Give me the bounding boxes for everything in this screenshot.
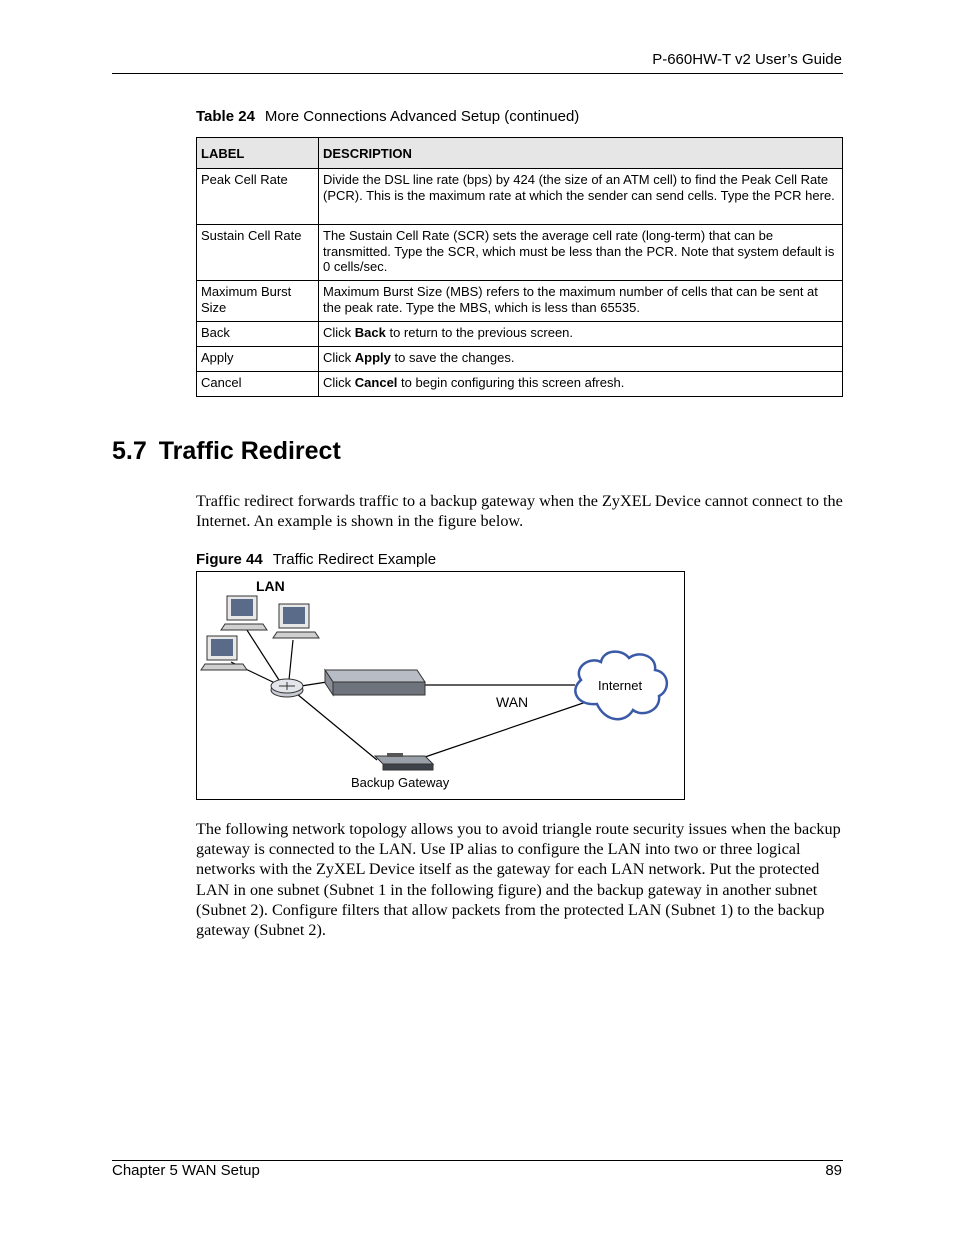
row-label: Peak Cell Rate [197,169,319,225]
table-caption-text: More Connections Advanced Setup (continued) [264,108,580,125]
figure-caption [196,551,436,568]
hub-icon [271,679,303,697]
row-description-text: to begin configuring this screen afresh. [397,375,625,390]
header-rule [112,73,843,74]
row-description [319,169,843,225]
wan-label: WAN [496,694,529,710]
col-header-description: DESCRIPTION [319,138,843,169]
row-label: Maximum Burst Size [197,281,319,322]
section-title: Traffic Redirect [158,437,341,465]
label-description-table [196,137,843,397]
col-header-label: LABEL [197,138,319,169]
backup-gateway-icon [375,753,433,770]
row-description-text: Click [323,375,355,390]
lan-label: LAN [256,578,285,594]
table-row [197,281,843,322]
table-row [197,372,843,397]
row-label: Apply [197,347,319,372]
table-caption [196,108,579,125]
table-row [197,169,843,225]
row-description-text: Click [323,325,355,340]
table-header-row [197,138,843,169]
row-label: Cancel [197,372,319,397]
section-heading [112,437,341,466]
table-caption-label: Table 24 [196,108,255,125]
pc1-hub-line [245,627,279,680]
row-description-text: The Sustain Cell Rate (SCR) sets the average cell rate (long-term) that can be transmitted. Type the SCR, which must be less than the PCR. Note that system default is 0 cells/sec. [323,228,835,274]
section-intro-paragraph: Traffic redirect forwards traffic to a backup gateway when the ZyXEL Device cannot connect to the Internet. An example is shown in the figure below. [196,492,843,531]
footer-rule [112,1160,843,1161]
footer-chapter: Chapter 5 WAN Setup [112,1162,260,1179]
computer-icon [201,636,247,670]
row-description [319,281,843,322]
hub-backup-line [297,694,377,760]
row-description-bold: Back [354,325,386,340]
row-description [319,225,843,281]
row-label: Back [197,322,319,347]
row-description-text: Click [323,350,355,365]
row-description-text: to save the changes. [390,350,515,365]
computer-icon [273,604,319,638]
figure-caption-text: Traffic Redirect Example [272,551,437,568]
zyxel-device-icon [325,670,425,695]
internet-label: Internet [598,678,643,693]
computer-icon [221,596,267,630]
pc2-hub-line [289,640,293,680]
body-paragraph: The following network topology allows you to avoid triangle route security issues when the backup gateway is connected to the LAN. Use IP alias to configure the LAN into two or three logical networks with the ZyXEL Device itself as the gateway for each LAN network. Put the protected LAN in one subnet (Subnet 1 in the following figure) and the backup gateway in another subnet (Subnet 2). Configure filters that allow packets from the protected LAN (Subnet 1) to the backup gateway (Subnet 2). [196,820,841,940]
table-row [197,322,843,347]
row-description-text: Maximum Burst Size (MBS) refers to the maximum number of cells that can be sent at the peak rate. Type the MBS, which is less than 65535. [323,284,818,315]
row-description [319,322,843,347]
figure-caption-label: Figure 44 [196,551,263,568]
table-row [197,225,843,281]
row-description-bold: Apply [354,350,391,365]
row-label: Sustain Cell Rate [197,225,319,281]
hub-device-line [301,682,327,686]
row-description [319,347,843,372]
page-header-title: P-660HW-T v2 User’s Guide [652,51,842,68]
backup-gateway-label: Backup Gateway [351,775,450,790]
row-description-text: Divide the DSL line rate (bps) by 424 (the size of an ATM cell) to find the Peak Cell Rate (PCR). This is the maximum rate at which the sender can send cells. Type the PCR here. [323,172,835,203]
traffic-redirect-figure [196,571,685,800]
row-description-bold: Cancel [354,375,398,390]
footer-page-number: 89 [825,1162,842,1179]
section-number: 5.7 [112,437,147,465]
table-row [197,347,843,372]
row-description-text: to return to the previous screen. [385,325,574,340]
row-description [319,372,843,397]
